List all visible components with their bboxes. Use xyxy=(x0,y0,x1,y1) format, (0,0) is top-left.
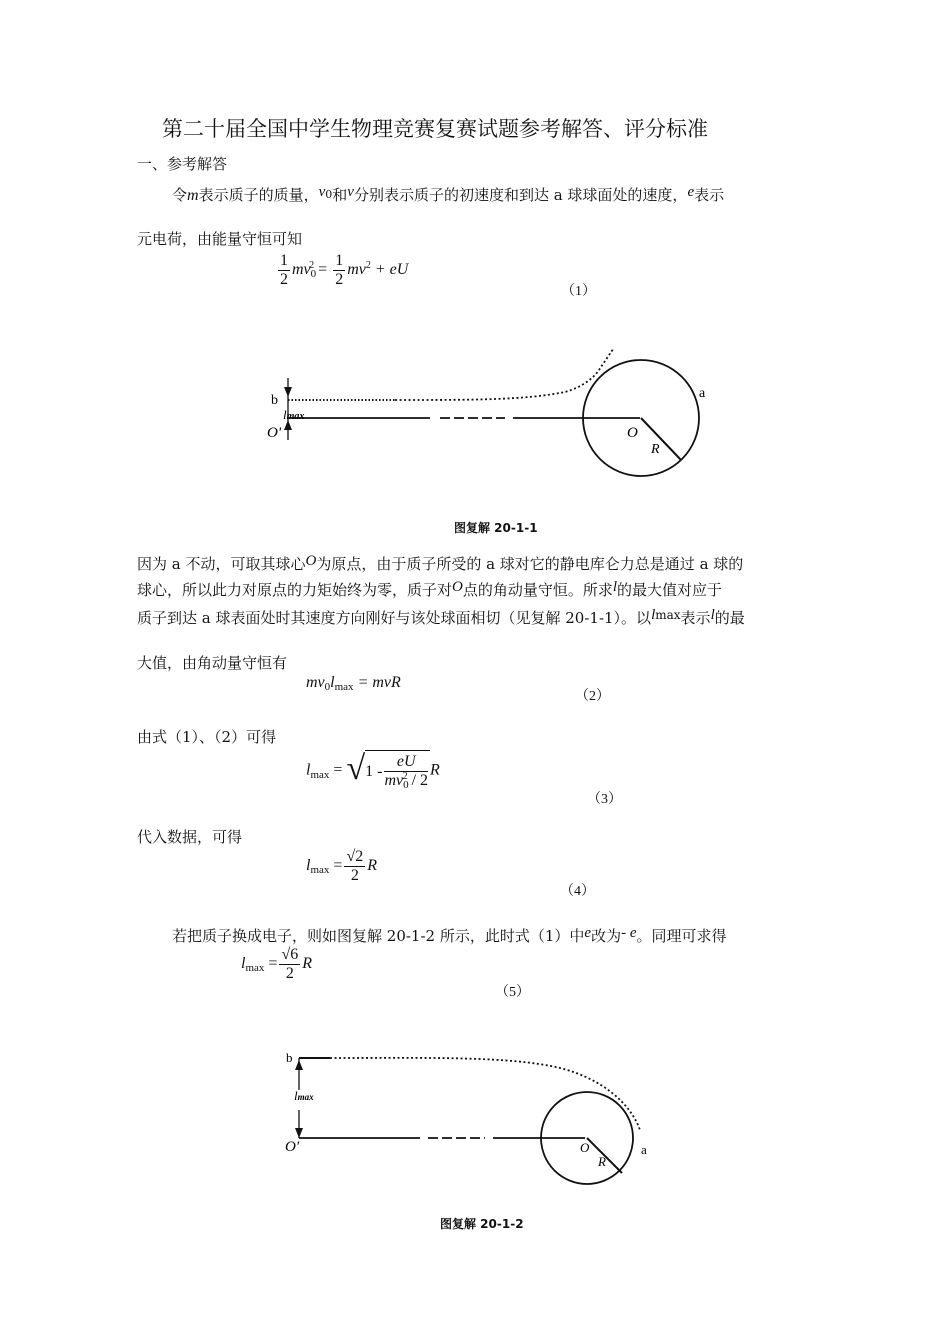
figure-2-caption: 图复解 20-1-2 xyxy=(440,1217,524,1231)
equation-5: lmax = $\frac{√6}{2}$ R xyxy=(241,946,312,982)
label-a: a xyxy=(641,1142,647,1157)
label-o: O xyxy=(627,425,638,441)
label-o-prime: O' xyxy=(267,425,282,441)
radius-line xyxy=(641,418,681,460)
page-title: 第二十届全国中学生物理竞赛复赛试题参考解答、评分标准 xyxy=(162,117,708,141)
equation-2-number: （2） xyxy=(575,689,610,704)
paragraph-2-line-4: 大值，由角动量守恒有 xyxy=(137,654,288,672)
paragraph-1-line-1: 令m表示质子的质量，v0和v分别表示质子的初速度和到达 a 球球面处的速度，e表示 xyxy=(172,184,725,204)
label-r: R xyxy=(598,1154,606,1169)
label-o: O xyxy=(580,1140,590,1155)
label-o-prime: O' xyxy=(285,1139,300,1155)
electron-trajectory xyxy=(330,1058,640,1130)
paragraph-2-line-1: 因为 a 不动，可取其球心O为原点，由于质子所受的 a 球对它的静电库仑力总是通过 a 球的 xyxy=(137,553,744,573)
equation-4: lmax = $\frac{√2}{2}$ R xyxy=(306,848,377,884)
paragraph-2-line-3: 质子到达 a 球表面处时其速度方向刚好与该处球面相切（见复解 20-1-1）。以$l^{max}$表示l的最 xyxy=(137,607,745,627)
label-b: b xyxy=(271,393,278,408)
section-heading: 一、参考解答 xyxy=(137,155,228,173)
equation-1: $\frac{1}{2}$ $mv0^2$ = $\frac{1}{2}$ $mv^2$ + eU xyxy=(280,252,409,288)
label-r: R xyxy=(651,442,660,457)
equation-3-number: （3） xyxy=(587,792,622,807)
label-lmax: lmax xyxy=(294,1088,314,1103)
equation-2: mv0lmax = mvR xyxy=(306,674,401,693)
label-a: a xyxy=(699,386,706,401)
equation-1-number: （1） xyxy=(561,284,596,299)
paragraph-3: 由式（1）、（2）可得 xyxy=(137,728,277,746)
paragraph-2-line-2: 球心，所以此力对原点的力矩始终为零，质子对O点的角动量守恒。所求l的最大值对应于 xyxy=(137,579,723,599)
label-b: b xyxy=(286,1050,293,1065)
equation-4-number: （4） xyxy=(560,884,595,899)
paragraph-1-line-2: 元电荷，由能量守恒可知 xyxy=(137,230,303,248)
label-lmax: lmax xyxy=(283,407,305,422)
paragraph-4: 代入数据，可得 xyxy=(137,828,243,846)
equation-3: lmax = √1 - $\frac{eU}{mv0^2 / 2}$ R xyxy=(306,750,440,791)
equation-5-number: （5） xyxy=(495,985,530,1000)
paragraph-5: 若把质子换成电子，则如图复解 20-1-2 所示，此时式（1）中e改为- e。同理可求得 xyxy=(172,925,727,945)
figure-1-caption: 图复解 20-1-1 xyxy=(454,521,538,535)
figure-proton-trajectory xyxy=(255,340,725,510)
proton-trajectory xyxy=(395,348,614,400)
figure-electron-trajectory xyxy=(270,1040,670,1190)
